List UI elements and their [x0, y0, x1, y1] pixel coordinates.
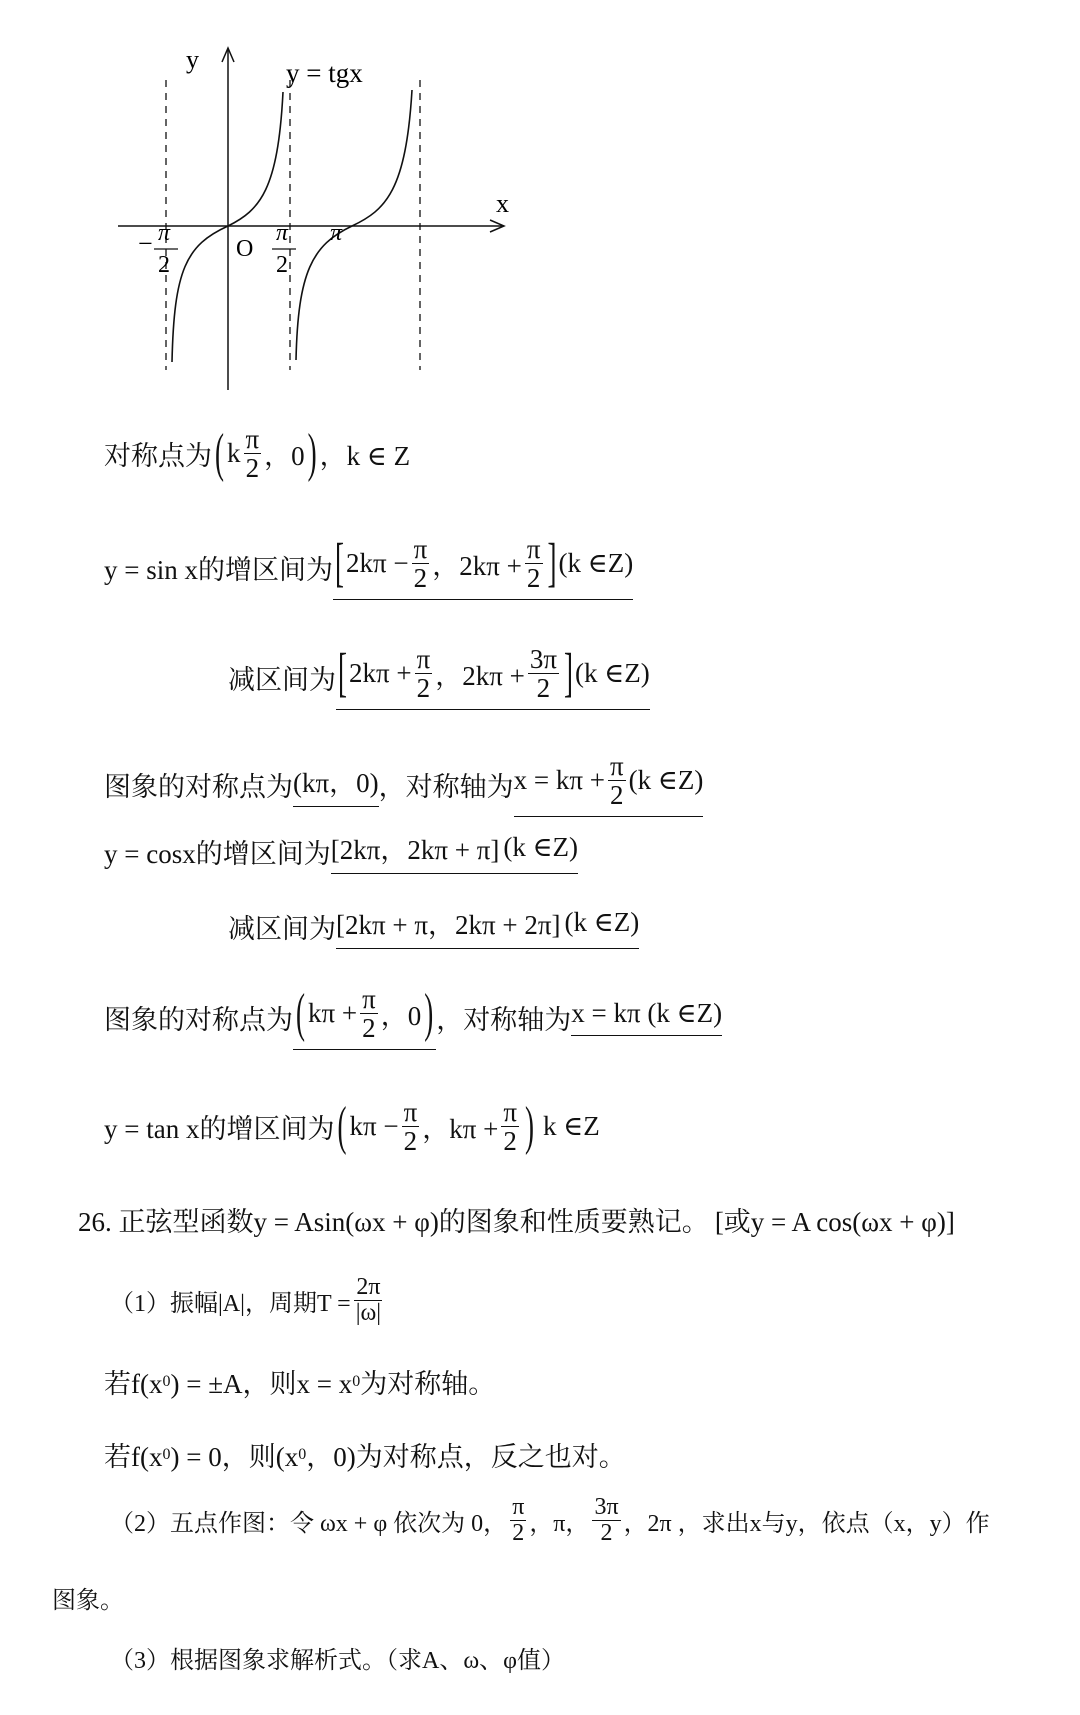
sin-inc-b: ，2kπ +: [432, 551, 522, 582]
tan-symmetry-prefix: 对称点为: [104, 441, 212, 472]
frac-den: 2: [503, 1126, 517, 1157]
frac-den: 2: [526, 563, 541, 594]
sin-decreasing-line: [228, 642, 650, 710]
item-26-heading: [78, 1200, 955, 1239]
point-c: ，0)为对称点，反之也对。: [306, 1442, 626, 1472]
point-a: 若f(x: [104, 1442, 163, 1472]
cos-inc-interval-text: [2kπ，2kπ + π]: [330, 835, 500, 865]
axis-sub2: 0: [352, 1372, 361, 1390]
part-2-continuation: [52, 1580, 124, 1615]
close-bracket: ]: [547, 532, 557, 593]
y-axis-label: y: [186, 45, 199, 74]
close-paren: ): [424, 982, 434, 1043]
tick-neg-pi: π: [158, 220, 171, 246]
cos-dec-interval-text: [2kπ + π，2kπ + 2π]: [336, 910, 561, 940]
frac-den: 2: [512, 1520, 525, 1547]
part-3-line: [110, 1640, 565, 1675]
fraction-pi-over-2: [360, 985, 378, 1043]
fraction-3pi-over-2: [528, 645, 559, 703]
open-bracket: [: [338, 642, 347, 703]
sin-symmetry-line: [104, 752, 703, 817]
tan-inc-suffix: k ∈Z: [542, 1111, 600, 1142]
cos-dec-suffix: (k ∈Z): [564, 907, 640, 937]
cos-sym-point: [293, 982, 436, 1050]
sin-dec-prefix: 减区间为: [228, 664, 336, 695]
cos-sym-b: ，0: [380, 1001, 422, 1032]
sin-inc-suffix: (k ∈Z): [558, 548, 634, 579]
sin-sym-suffix: (k ∈Z): [628, 765, 704, 796]
cos-sym-a: kπ +: [308, 998, 358, 1029]
frac-num: 3π: [529, 644, 557, 674]
function-label: y = tgx: [286, 58, 363, 88]
part-1-line: [110, 1275, 386, 1326]
open-paren: (: [296, 982, 305, 1043]
part-1-axis-line: [104, 1362, 495, 1401]
tan-symmetry-suffix: ，k ∈ Z: [319, 441, 411, 472]
axis-c: 为对称轴。: [360, 1369, 496, 1399]
sin-dec-a: 2kπ +: [349, 658, 412, 689]
tick-pi-label: π: [330, 220, 343, 246]
frac-den: 2: [600, 1520, 613, 1547]
fraction-pi-over-2: [412, 535, 430, 593]
axis-b: ) = ±A，则x = x: [170, 1369, 353, 1399]
origin-label: O: [236, 236, 254, 262]
part-2-cont: 图象。: [52, 1588, 124, 1614]
sin-sym-axis: [514, 752, 704, 817]
frac-num: π: [362, 984, 376, 1014]
cos-inc-interval: [331, 828, 578, 874]
x-axis-label: x: [496, 189, 509, 218]
part-2-a: （2）五点作图：令 ωx + φ 依次为 0，: [110, 1511, 508, 1538]
sin-sym-point: (kπ，0): [293, 761, 379, 807]
part-2-line: [110, 1495, 990, 1546]
tan-symmetry-zero: ，0: [264, 441, 305, 472]
tan-symmetry-k: k: [227, 438, 241, 469]
frac-den: 2: [245, 453, 260, 484]
sin-sym-mid: ，对称轴为: [378, 771, 514, 802]
sin-dec-b: ，2kπ +: [435, 661, 525, 692]
frac-den: 2: [416, 673, 431, 704]
tan-inc-a: kπ −: [349, 1111, 399, 1142]
frac-den: 2: [536, 673, 551, 704]
item-26-alt: [或y = A cos(ωx + φ)]: [714, 1207, 955, 1237]
fraction-pi-over-2: [501, 1098, 519, 1156]
close-paren: ): [307, 422, 317, 483]
sin-inc-interval: [333, 532, 634, 600]
frac-num: 2π: [356, 1274, 381, 1300]
close-paren: ): [524, 1095, 534, 1156]
frac-num: π: [403, 1097, 418, 1127]
cos-sym-prefix: 图象的对称点为: [104, 1004, 293, 1035]
tick-pos-two: 2: [276, 252, 288, 278]
part-1-point-line: [104, 1435, 626, 1474]
frac-den: 2: [610, 780, 624, 811]
frac-den: |ω|: [355, 1300, 382, 1327]
sin-sym-prefix: 图象的对称点为: [104, 771, 293, 802]
frac-num: π: [503, 1097, 517, 1127]
frac-num: π: [416, 644, 431, 674]
tick-neg-sign: −: [138, 229, 153, 258]
frac-num: π: [526, 534, 541, 564]
fraction-pi-over-2: [415, 645, 433, 703]
tan-inc-b: ，kπ +: [422, 1114, 499, 1145]
part-1-text: （1）振幅|A|，周期T =: [110, 1291, 351, 1318]
tick-pos-pi: π: [276, 220, 289, 246]
frac-num: π: [245, 424, 260, 454]
cos-symmetry-line: [104, 982, 723, 1050]
axis-sub: 0: [162, 1372, 171, 1390]
tan-graph: [90, 40, 650, 440]
item-26-text: 26. 正弦型函数y = Asin(ωx + φ)的图象和性质要熟记。: [78, 1207, 709, 1237]
cos-decreasing-line: [228, 903, 639, 949]
cos-dec-prefix: 减区间为: [228, 913, 336, 944]
cos-sym-axis: x = kπ (k ∈Z): [571, 998, 722, 1036]
sin-inc-prefix: y = sin x的增区间为: [104, 554, 333, 585]
point-sub: 0: [162, 1445, 171, 1463]
tan-increasing-line: [104, 1095, 600, 1157]
frac-den: 2: [403, 1126, 418, 1157]
frac-num: π: [609, 751, 624, 781]
tan-branch-2: [296, 90, 412, 360]
cos-increasing-line: [104, 828, 578, 874]
open-paren: (: [215, 422, 224, 483]
sin-sym-axis-text: x = kπ +: [513, 765, 605, 796]
sin-increasing-line: [104, 532, 634, 600]
cos-inc-suffix: (k ∈Z): [503, 832, 579, 862]
sin-dec-interval: [336, 642, 650, 710]
sin-dec-suffix: (k ∈Z): [575, 658, 650, 689]
part-2-c: ，2π ，求出x与y，依点（x，y）作: [623, 1511, 990, 1538]
fraction-pi-over-2: [608, 752, 626, 810]
part-3-text: （3）根据图象求解析式。（求A、ω、φ值）: [110, 1648, 565, 1674]
fraction-period: [354, 1275, 383, 1326]
close-bracket: ]: [564, 642, 573, 703]
tick-neg-two: 2: [158, 252, 170, 278]
open-bracket: [: [335, 532, 344, 593]
open-paren: (: [337, 1095, 347, 1156]
frac-den: 2: [362, 1013, 376, 1044]
frac-num: 3π: [594, 1494, 619, 1520]
axis-a: 若f(x: [104, 1369, 163, 1399]
fraction-pi-over-2: [525, 535, 543, 593]
fraction-3pi-over-2: [592, 1495, 620, 1546]
frac-num: π: [413, 534, 428, 564]
cos-dec-interval: [336, 903, 639, 949]
fraction-pi-over-2: [244, 425, 262, 483]
tan-inc-prefix: y = tan x的增区间为: [104, 1114, 335, 1145]
fraction-pi-over-2: [510, 1495, 526, 1546]
part-2-b: ，π，: [529, 1511, 590, 1538]
tan-symmetry-line: [104, 422, 411, 484]
sin-inc-a: 2kπ −: [346, 548, 409, 579]
frac-den: 2: [413, 563, 428, 594]
cos-inc-prefix: y = cosx的增区间为: [104, 838, 331, 869]
point-sub2: 0: [298, 1445, 307, 1463]
point-b: ) = 0，则(x: [170, 1442, 299, 1472]
fraction-pi-over-2: [402, 1098, 420, 1156]
frac-num: π: [512, 1494, 525, 1520]
cos-sym-mid: ，对称轴为: [436, 1004, 572, 1035]
